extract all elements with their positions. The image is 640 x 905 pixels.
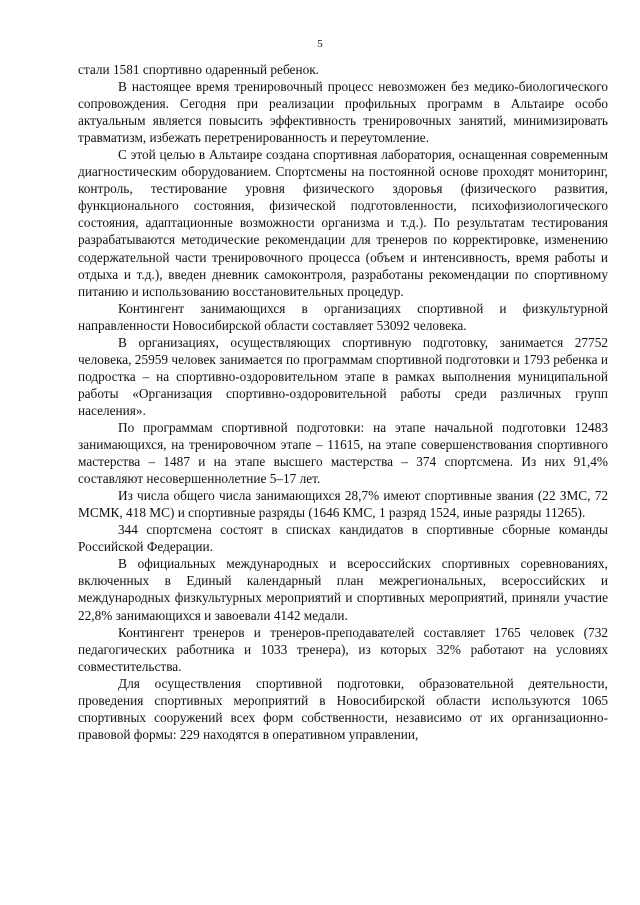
page-body — [78, 61, 608, 743]
paragraph-national-team-candidates: 344 спортсмена состоят в списках кандидатов в спортивные сборные команды Российской Федерации. — [78, 522, 608, 555]
paragraph-medical-support: В настоящее время тренировочный процесс невозможен без медико-биологического сопровождения. Сегодня при реализации профильных программ в Альтаире особо актуальным является повысить эффективность тренировочных занятий, минимизировать травматизм, избежать перетренированность и переутомление. — [78, 79, 608, 146]
paragraph-sports-laboratory: С этой целью в Альтаире создана спортивная лаборатория, оснащенная современным диагностическим оборудованием. Спортсмены на постоянной основе проходят мониторинг, контроль, тестирование уровня физического здоровья (физического развития, функционального состояния, физической подготовленности, психофизиологического состояния, адаптационные возможности организма и т.д.). По результатам тестирования разрабатываются методические рекомендации для тренеров по корректировке, изменению содержательной части тренировочного процесса (объем и интенсивность, время работы и отдыха и т.д.), введен дневник самоконтроля, разработаны рекомендации по спортивному питанию и использованию восстановительных процедур. — [78, 147, 608, 299]
page-number: 5 — [317, 38, 323, 50]
paragraph-contingent-total: Контингент занимающихся в организациях спортивной и физкультурной направленности Новосибирской области составляет 53092 человека. — [78, 300, 608, 333]
paragraph-sports-training-organizations: В организациях, осуществляющих спортивную подготовку, занимается 27752 человека, 25959 человек занимается по программам спортивной подготовки и 1793 ребенка и подростка – на спортивно-оздоровительном этапе в рамках выполнения муниципальной работы «Организация спортивно-оздоровительной работы среди различных групп населения». — [78, 334, 608, 418]
paragraph-continuation: стали 1581 спортивно одаренный ребенок. — [78, 62, 319, 77]
paragraph-coaches: Контингент тренеров и тренеров-преподавателей составляет 1765 человек (732 педагогических работника и 1033 тренера), из которых 32% работают на условиях совместительства. — [78, 624, 608, 674]
paragraph-sports-titles: Из числа общего числа занимающихся 28,7% имеют спортивные звания (22 ЗМС, 72 МСМК, 418 МС) и спортивные разряды (1646 КМС, 1 разряд 1524, иные разряды 11265). — [78, 488, 608, 521]
paragraph-competitions: В официальных международных и всероссийских спортивных соревнованиях, включенных в Единый календарный план межрегиональных, всероссийских и международных физкультурных мероприятий и спортивных мероприятий, приняли участие 22,8% занимающихся и завоевали 4142 медали. — [78, 556, 608, 623]
paragraph-sports-facilities: Для осуществления спортивной подготовки, образовательной деятельности, проведения спортивных мероприятий в Новосибирской области используются 1065 спортивных сооружений всех форм собственности, независимо от их организационно-правовой формы: 229 находятся в оперативном управлении, — [78, 675, 608, 742]
paragraph-training-stages: По программам спортивной подготовки: на этапе начальной подготовки 12483 занимающихся, на тренировочном этапе – 11615, на этапе совершенствования спортивного мастерства – 1487 и на этапе высшего мастерства – 374 спортсмена. Из них 91,4% составляют несовершеннолетние 5–17 лет. — [78, 419, 608, 487]
